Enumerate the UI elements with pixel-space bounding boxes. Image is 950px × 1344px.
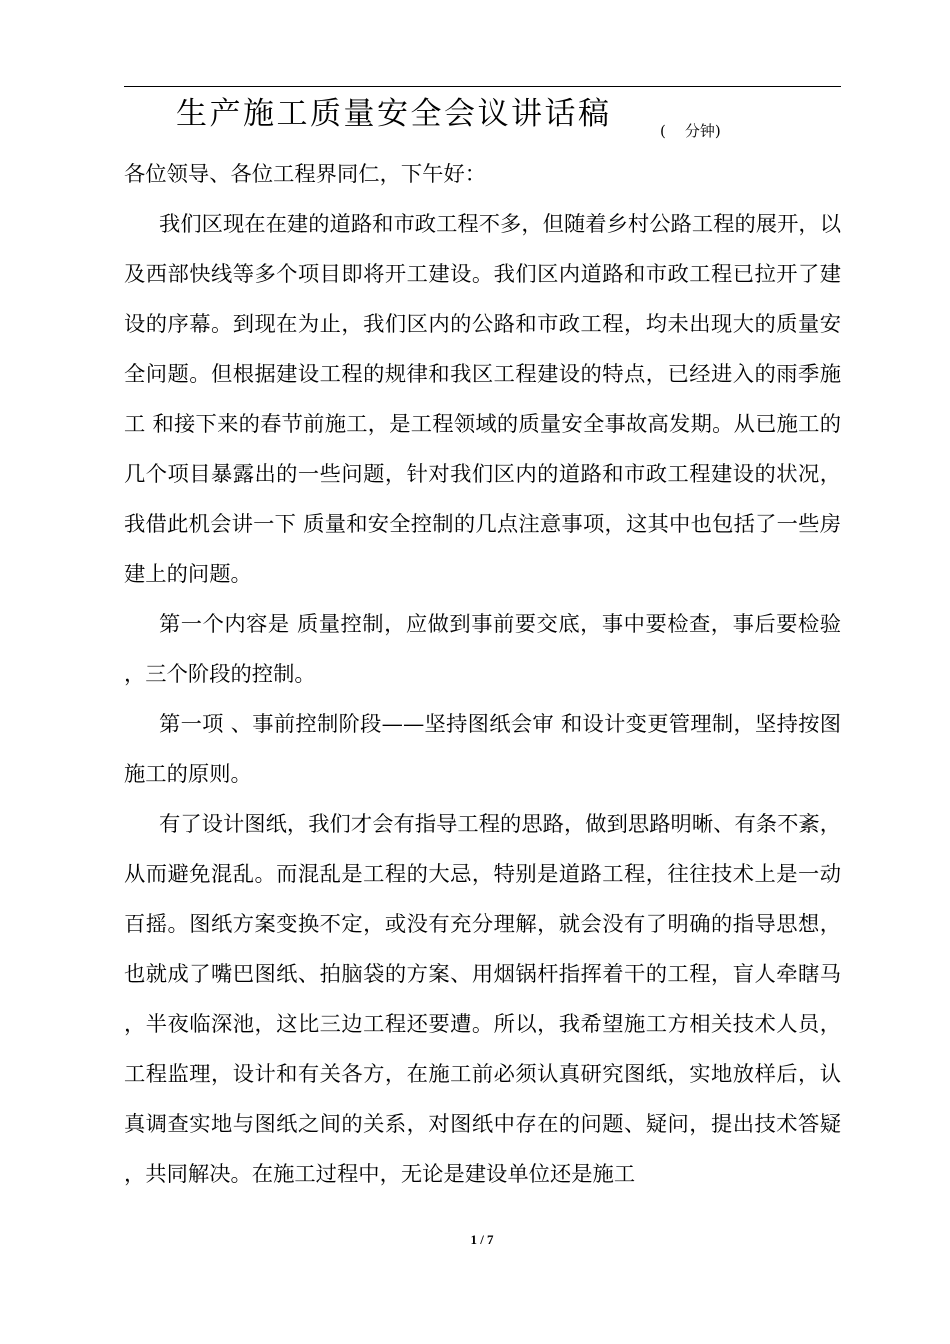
- paragraph-drawings: 有了设计图纸，我们才会有指导工程的思路，做到思路明晰、有条不紊，从而避免混乱。而混乱是工程的大忌，特别是道路工程，往往技术上是一动百摇。图纸方案变换不定，或没有充分理解，就会没有了明确的指导思想，也就成了嘴巴图纸、拍脑袋的方案、用烟锅杆指挥着干的工程，盲人牵瞎马，半夜临深池，这比三边工程还要遭。所以，我希望施工方相关技术人员，工程监理，设计和有关各方，在施工前必须认真研究图纸，实地放样后，认真调查实地与图纸之间的关系，对图纸中存在的问题、疑问，提出技术答疑，共同解决。在施工过程中，无论是建设单位还是施工: [124, 812, 841, 1187]
- paragraph-pre-control: 第一项 、事前控制阶段——坚持图纸会审 和设计变更管理制，坚持按图施工的原则。: [124, 712, 841, 787]
- document-title: 生产施工质量安全会议讲话稿: [176, 96, 612, 132]
- greeting: 各位领导、各位工程界同仁，下午好：: [124, 162, 487, 187]
- paragraph-quality-control: 第一个内容是 质量控制，应做到事前要交底，事中要检查，事后要检验，三个阶段的控制。: [124, 612, 841, 687]
- page-number: 1 / 7: [470, 1232, 494, 1247]
- duration-note: ( 分钟): [660, 122, 721, 140]
- document-body: [124, 150, 841, 1200]
- top-rule: [124, 86, 841, 87]
- paragraph-intro: 我们区现在在建的道路和市政工程不多，但随着乡村公路工程的展开，以及西部快线等多个项目即将开工建设。我们区内道路和市政工程已拉开了建设的序幕。到现在为止，我们区内的公路和市政工程，均未出现大的质量安全问题。但根据建设工程的规律和我区工程建设的特点，已经进入的雨季施工 和接下来的春节前施工，是工程领域的质量安全事故高发期。从已施工的几个项目暴露出的一些问题，针对我们区内的道路和市政工程建设的状况，我借此机会讲一下 质量和安全控制的几点注意事项，这其中也包括了一些房建上的问题。: [124, 212, 841, 587]
